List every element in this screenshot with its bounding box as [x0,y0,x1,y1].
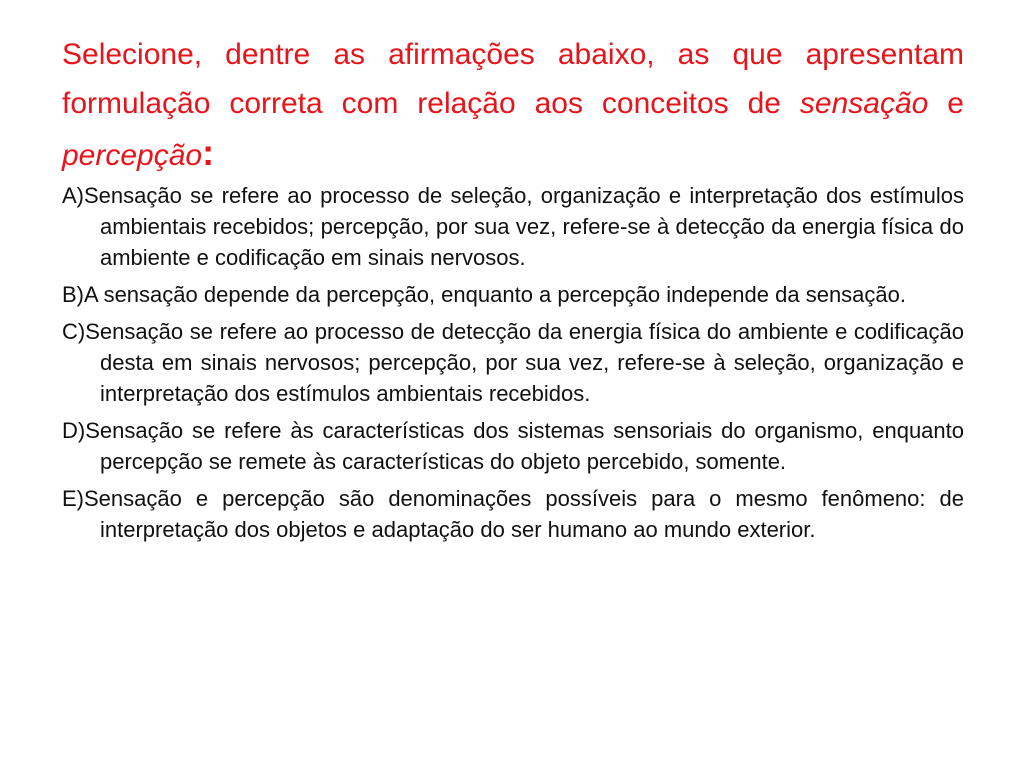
title-term-sensacao: sensação [799,87,929,120]
option-letter: E) [62,486,84,511]
option-text: Sensação se refere ao processo de seleção, organização e interpretação dos estímulos ambientais recebidos; percepção, por sua vez, refere-se à detecção da energia física do ambiente e codificação em sinais nervosos. [84,183,964,270]
title-text: Selecione, dentre as afirmações abaixo, as que apresentam formulação correta com relação aos conceitos de [62,38,964,120]
answer-options-list [62,180,964,551]
option-text: A sensação depende da percepção, enquanto a percepção independe da sensação. [84,282,906,307]
question-title [62,30,964,180]
option-e [62,483,964,545]
option-text: Sensação se refere às características dos sistemas sensoriais do organismo, enquanto percepção se remete às características do objeto percebido, somente. [85,418,964,474]
option-c [62,316,964,409]
option-letter: B) [62,282,84,307]
title-colon: : [202,132,215,173]
option-text: Sensação se refere ao processo de detecção da energia física do ambiente e codificação desta em sinais nervosos; percepção, por sua vez, refere-se à seleção, organização e interpretação dos estímulos ambientais recebidos. [85,319,964,406]
option-b [62,279,964,310]
title-connector: e [928,87,964,120]
option-d [62,415,964,477]
option-letter: C) [62,319,86,344]
option-a [62,180,964,273]
option-letter: A) [62,183,84,208]
title-term-percepcao: percepção [62,139,203,172]
option-letter: D) [62,418,86,443]
option-text: Sensação e percepção são denominações possíveis para o mesmo fenômeno: de interpretação dos objetos e adaptação do ser humano ao mundo exterior. [84,486,964,542]
